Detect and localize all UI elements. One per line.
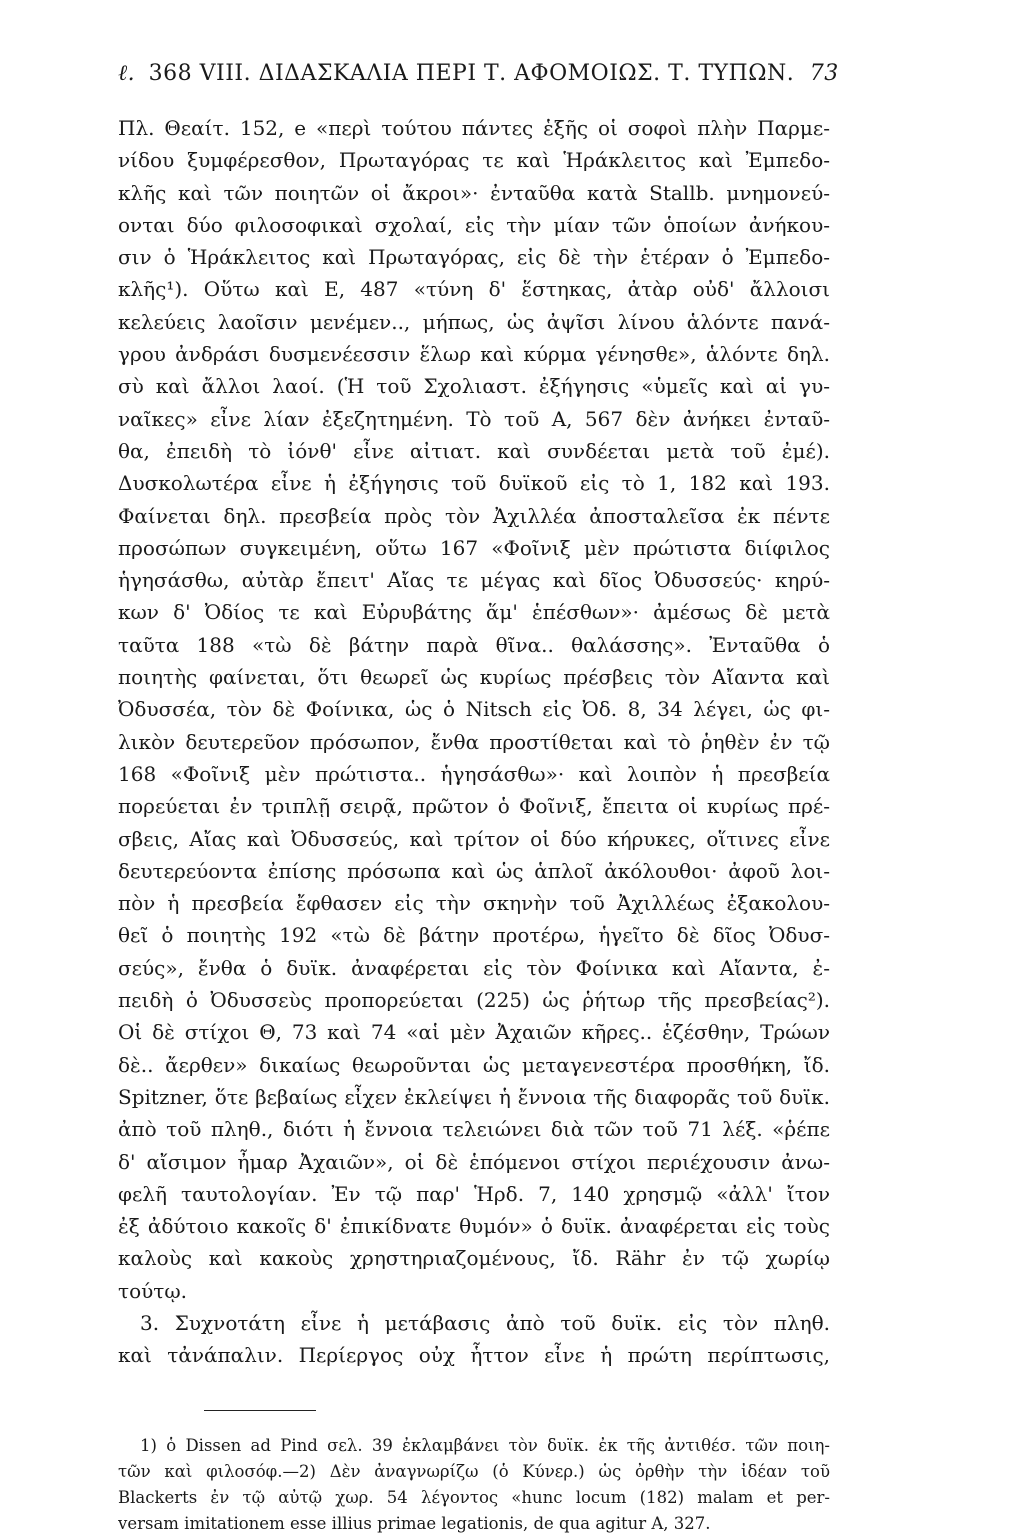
text-line: καλοὺς καὶ κακοὺς χρηστηριαζομένους, ἴδ. Rähr ἐν τῷ χωρίῳ (118, 1246, 830, 1271)
text-line: πὸν ἡ πρεσβεία ἔφθασεν εἰς τὴν σκηνὴν τοῦ Ἀχιλλέως ἐξακολου- (118, 891, 830, 916)
footnote-line: τῶν καὶ φιλοσόφ.—2) Δὲν ἀναγνωρίζω (ὁ Κύνερ.) ὡς ὀρθὴν τὴν ἰδέαν τοῦ (118, 1461, 830, 1481)
text-line: νίδου ξυμφέρεσθον, Πρωταγόρας τε καὶ Ἡράκλειτος καὶ Ἐμπεδο- (118, 148, 830, 173)
text-line: κελεύεις λαοῖσιν μενέμεν.., μήπως, ὡς ἀψῖσι λίνου ἁλόντε πανά- (118, 309, 830, 334)
text-line: πειδὴ ὁ Ὀδυσσεὺς προπορεύεται (225) ὡς ῥήτωρ τῆς πρεσβείας²). (118, 988, 830, 1013)
footnote-line: Blackerts ἐν τῷ αὐτῷ χωρ. 54 λέγοντος «hunc locum (182) malam et per- (118, 1487, 830, 1507)
text-line: λικὸν δευτερεῦον πρόσωπον, ἔνθα προστίθεται καὶ τὸ ῥηθὲν ἐν τῷ (118, 729, 830, 754)
text-line: Ὀδυσσέα, τὸν δὲ Φοίνικα, ὡς ὁ Nitsch εἰς Ὀδ. 8, 34 λέγει, ὡς φι- (118, 697, 830, 722)
text-line: θεῖ ὁ ποιητὴς 192 «τὼ δὲ βάτην προτέρω, ἡγεῖτο δὲ δῖος Ὀδυσ- (118, 923, 830, 948)
text-line: σεύς», ἔνθα ὁ δυϊκ. ἀναφέρεται εἰς τὸν Φοίνικα καὶ Αἴαντα, ἐ- (118, 955, 830, 980)
text-line: ποιητὴς φαίνεται, ὅτι θεωρεῖ ὡς κυρίως πρέσβεις τὸν Αἴαντα καὶ (118, 665, 830, 690)
text-line: κλῆς¹). Οὕτω καὶ Ε, 487 «τύνη δ' ἕστηκας, ἀτὰρ οὐδ' ἄλλοισι (118, 277, 830, 302)
text-line: Πλ. Θεαίτ. 152, e «περὶ τούτου πάντες ἑξῆς οἱ σοφοὶ πλὴν Παρμε- (118, 116, 830, 140)
text-line: 168 «Φοῖνιξ μὲν πρώτιστα.. ἡγησάσθω»· καὶ λοιπὸν ἡ πρεσβεία (118, 761, 830, 786)
text-line: κων δ' Ὀδίος τε καὶ Εὐρυβάτης ἅμ' ἑπέσθων»· ἀμέσως δὲ μετὰ (118, 600, 830, 625)
running-head (118, 60, 839, 86)
text-line: τούτῳ. (118, 1278, 187, 1303)
text-line: Φαίνεται δηλ. πρεσβεία πρὸς τὸν Ἀχιλλέα ἀποσταλεῖσα ἐκ πέντε (118, 503, 830, 528)
text-line: σβεις, Αἴας καὶ Ὀδυσσεύς, καὶ τρίτον οἱ δύο κήρυκες, οἵτινες εἶνε (118, 826, 830, 851)
footnote-rule (204, 1410, 316, 1411)
handwritten-mark: ℓ. (118, 61, 136, 86)
text-line: σὺ καὶ ἄλλοι λαοί. (Ἡ τοῦ Σχολιαστ. ἐξήγησις «ὑμεῖς καὶ αἱ γυ- (118, 374, 830, 399)
text-line: Spitzner, ὅτε βεβαίως εἶχεν ἐκλείψει ἡ ἔννοια τῆς διαφορᾶς τοῦ δυϊκ. (118, 1084, 830, 1109)
text-line: θα, ἐπειδὴ τὸ ἰόνθ' εἶνε αἰτιατ. καὶ συνδέεται μετὰ τοῦ ἐμέ). (118, 438, 830, 463)
text-line: Δυσκολωτέρα εἶνε ἡ ἐξήγησις τοῦ δυϊκοῦ εἰς τὸ 1, 182 καὶ 193. (118, 471, 830, 496)
paragraph-start-line: 3. Συχνοτάτη εἶνε ἡ μετάβασις ἀπὸ τοῦ δυϊκ. εἰς τὸν πληθ. (140, 1310, 830, 1335)
text-line: κλῆς καὶ τῶν ποιητῶν οἱ ἄκροι»· ἐνταῦθα κατὰ Stallb. μνημονεύ- (118, 180, 830, 205)
text-line: Οἱ δὲ στίχοι Θ, 73 καὶ 74 «αἱ μὲν Ἀχαιῶν κῆρες.. ἑζέσθην, Τρώων (118, 1020, 830, 1045)
text-line: προσώπων συγκειμένη, οὕτω 167 «Φοῖνιξ μὲν πρώτιστα διίφιλος (118, 535, 830, 560)
running-head-title: 368 VIII. ΔΙΔΑΣΚΑΛΙΑ ΠΕΡΙ Τ. ΑΦΟΜΟΙΩΣ. Τ. ΤΥΠΩΝ. (148, 61, 795, 86)
text-line: καὶ τἀνάπαλιν. Περίεργος οὐχ ἧττον εἶνε ἡ πρώτη περίπτωσις, (118, 1343, 830, 1368)
footnote-line: 1) ὁ Dissen ad Pind σελ. 39 ἐκλαμβάνει τὸν δυϊκ. ἐκ τῆς ἀντιθέσ. τῶν ποιη- (140, 1435, 830, 1455)
footnotes (118, 1433, 830, 1537)
text-line: ἡγησάσθω, αὐτὰρ ἔπειτ' Αἴας τε μέγας καὶ δῖος Ὀδυσσεύς· κηρύ- (118, 568, 830, 593)
text-line: σιν ὁ Ἡράκλειτος καὶ Πρωταγόρας, εἰς δὲ τὴν ἑτέραν ὁ Ἐμπεδο- (118, 245, 830, 270)
text-line: ναῖκες» εἶνε λίαν ἐξεζητημένη. Τὸ τοῦ Α, 567 δὲν ἀνήκει ἐνταῦ- (118, 406, 830, 431)
text-line: ἀπὸ τοῦ πληθ., διότι ἡ ἔννοια τελειώνει διὰ τῶν τοῦ 71 λέξ. «ῥέπε (118, 1117, 830, 1142)
footnote-line: versam imitationem esse illius primae legationis, de qua agitur Α, 327. (118, 1513, 711, 1533)
text-line: δευτερεύοντα ἐπίσης πρόσωπα καὶ ὡς ἁπλοῖ ἀκόλουθοι· ἀφοῦ λοι- (118, 858, 830, 883)
text-line: δὲ.. ἄερθεν» δικαίως θεωροῦνται ὡς μεταγενεστέρα προσθήκη, ἴδ. (118, 1052, 830, 1077)
text-line: δ' αἴσιμον ἦμαρ Ἀχαιῶν», οἱ δὲ ἑπόμενοι στίχοι περιέχουσιν ἀνω- (118, 1149, 830, 1174)
handwritten-folio-number: 73 (809, 61, 839, 86)
text-line: ἐξ ἀδύτοιο κακοῖς δ' ἐπικίδνατε θυμόν» ὁ δυϊκ. ἀναφέρεται εἰς τοὺς (118, 1214, 830, 1239)
body-text (118, 112, 830, 1372)
text-line: φελῆ ταυτολογίαν. Ἐν τῷ παρ' Ἡρδ. 7, 140 χρησμῷ «ἀλλ' ἴτον (118, 1181, 830, 1206)
text-line: ταῦτα 188 «τὼ δὲ βάτην παρὰ θῖνα.. θαλάσσης». Ἐνταῦθα ὁ (118, 632, 830, 657)
text-line: ονται δύο φιλοσοφικαὶ σχολαί, εἰς τὴν μίαν τῶν ὁποίων ἀνήκου- (118, 212, 830, 237)
text-line: γρου ἀνδράσι δυσμενέεσσιν ἕλωρ καὶ κύρμα γένησθε», ἁλόντε δηλ. (118, 342, 830, 367)
book-page (118, 60, 839, 1537)
text-line: πορεύεται ἐν τριπλῇ σειρᾷ, πρῶτον ὁ Φοῖνιξ, ἔπειτα οἱ κυρίως πρέ- (118, 794, 830, 819)
